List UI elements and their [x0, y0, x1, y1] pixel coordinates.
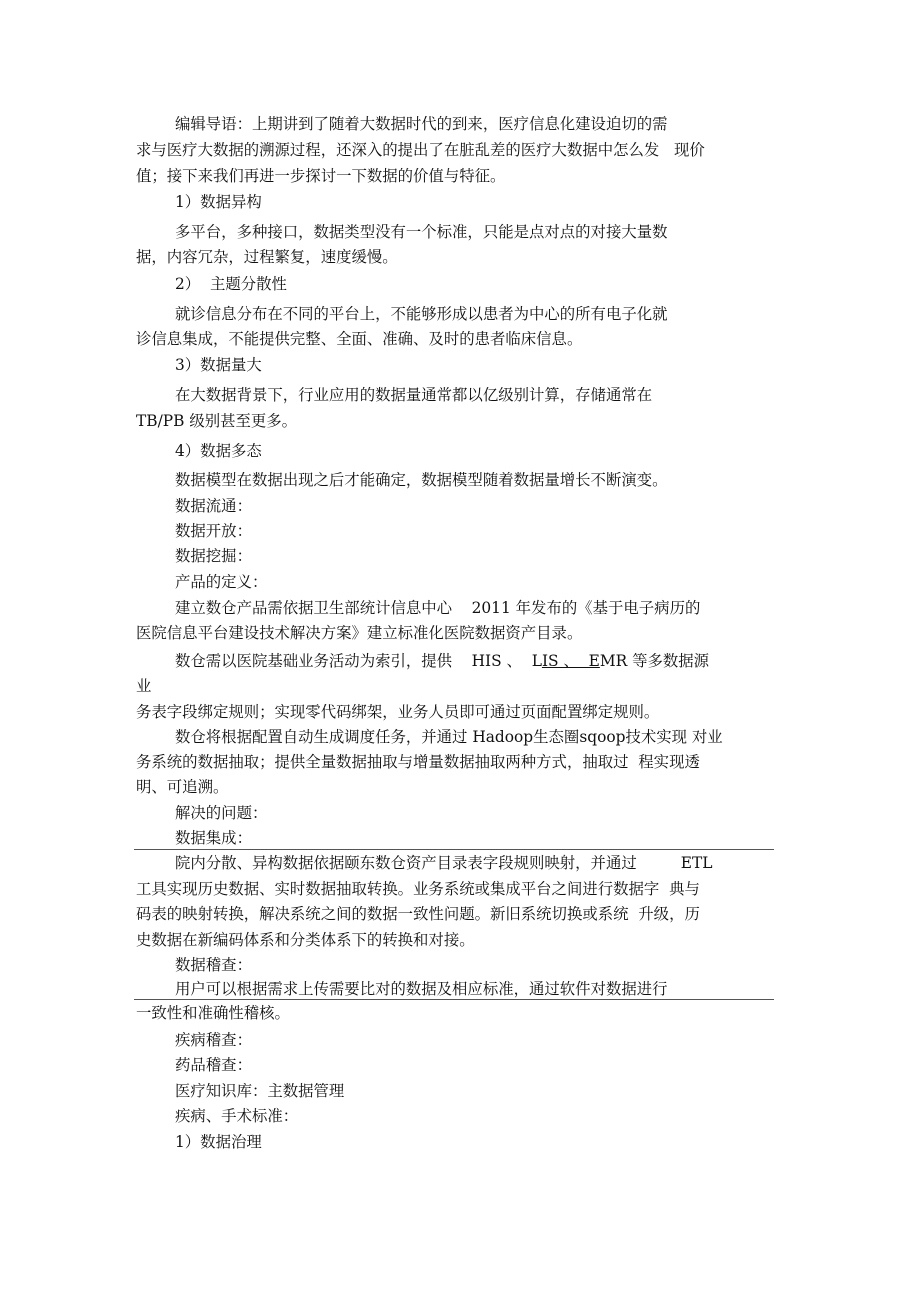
label-data-open: 数据开放： — [175, 522, 252, 540]
label-medical-knowledge-base: 医疗知识库：主数据管理 — [175, 1082, 345, 1100]
label-drug-audit: 药品稽查： — [175, 1056, 252, 1074]
para-7-line-2: 务系统的数据抽取；提供全量数据抽取与增量数据抽取两种方式，抽取过 程实现透 — [136, 753, 700, 771]
para-3-line-2: TB/PB 级别甚至更多。 — [136, 412, 298, 430]
para-8-line-4: 史数据在新编码体系和分类体系下的转换和对接。 — [136, 931, 475, 949]
para-6-line-1 — [175, 651, 709, 671]
heading-3: 3）数据量大 — [175, 356, 262, 374]
label-data-audit: 数据稽查： — [175, 956, 252, 974]
horizontal-rule-2 — [134, 999, 774, 1000]
para-1-line-2: 据，内容冗杂，过程繁复，速度缓慢。 — [136, 248, 398, 266]
para-6-text-b: MR 等多数据源 — [599, 652, 710, 670]
para-2-line-1: 就诊信息分布在不同的平台上，不能够形成以患者为中心的所有电子化就 — [175, 305, 668, 323]
label-data-mining: 数据挖掘： — [175, 547, 252, 565]
para-1-line-1: 多平台，多种接口，数据类型没有一个标准，只能是点对点的对接大量数 — [175, 223, 668, 241]
para-8-line-1: 院内分散、异构数据依据颐东数仓资产目录表字段规则映射，并通过 ETL — [175, 854, 713, 872]
para-7-line-1: 数仓将根据配置自动生成调度任务，并通过 Hadoop生态圈sqoop技术实现 对业 — [175, 728, 723, 746]
heading-data-governance: 1）数据治理 — [175, 1133, 262, 1151]
para-8-line-3: 码表的映射转换，解决系统之间的数据一致性问题。新旧系统切换或系统 升级，历 — [136, 905, 700, 923]
para-6-line-2: 业 — [136, 677, 152, 695]
para-7-line-3: 明、可追溯。 — [136, 778, 229, 796]
intro-line-3: 值；接下来我们再进一步探讨一下数据的价值与特征。 — [136, 167, 506, 185]
label-disease-audit: 疾病稽查： — [175, 1031, 252, 1049]
para-6-text-a: 数仓需以医院基础业务活动为索引，提供 HIS 、 L — [175, 652, 542, 670]
intro-line-2: 求与医疗大数据的溯源过程，还深入的提出了在脏乱差的医疗大数据中怎么发 现价 — [136, 141, 705, 159]
label-data-integration: 数据集成： — [175, 829, 252, 847]
horizontal-rule-1 — [134, 849, 774, 850]
para-5-line-2: 医院信息平台建设技术解决方案》建立标准化医院数据资产目录。 — [136, 624, 583, 642]
para-5-line-1: 建立数仓产品需依据卫生部统计信息中心 2011 年发布的《基于电子病历的 — [175, 599, 701, 617]
para-6-underlined: IS 、 E — [541, 652, 600, 670]
label-problems-solved: 解决的问题： — [175, 804, 268, 822]
para-6-line-3: 务表字段绑定规则；实现零代码绑架，业务人员即可通过页面配置绑定规则。 — [136, 703, 660, 721]
para-9-line-2: 一致性和准确性稽核。 — [136, 1004, 290, 1022]
label-data-flow: 数据流通： — [175, 497, 252, 515]
heading-2: 2） 主题分散性 — [175, 275, 287, 293]
para-8-line-2: 工具实现历史数据、实时数据抽取转换。业务系统或集成平台之间进行数据字 典与 — [136, 880, 700, 898]
para-2-line-2: 诊信息集成，不能提供完整、全面、准确、及时的患者临床信息。 — [136, 330, 583, 348]
heading-4: 4）数据多态 — [175, 442, 262, 460]
para-4-line-1: 数据模型在数据出现之后才能确定，数据模型随着数据量增长不断演变。 — [175, 471, 668, 489]
para-3-line-1: 在大数据背景下，行业应用的数据量通常都以亿级别计算，存储通常在 — [175, 386, 653, 404]
heading-1: 1）数据异构 — [175, 193, 262, 211]
label-disease-surgery-standard: 疾病、手术标准： — [175, 1107, 299, 1125]
label-product-definition: 产品的定义： — [175, 573, 268, 591]
para-9-line-1: 用户可以根据需求上传需要比对的数据及相应标准，通过软件对数据进行 — [175, 980, 668, 998]
intro-line-1: 编辑导语：上期讲到了随着大数据时代的到来，医疗信息化建设迫切的需 — [175, 115, 668, 133]
